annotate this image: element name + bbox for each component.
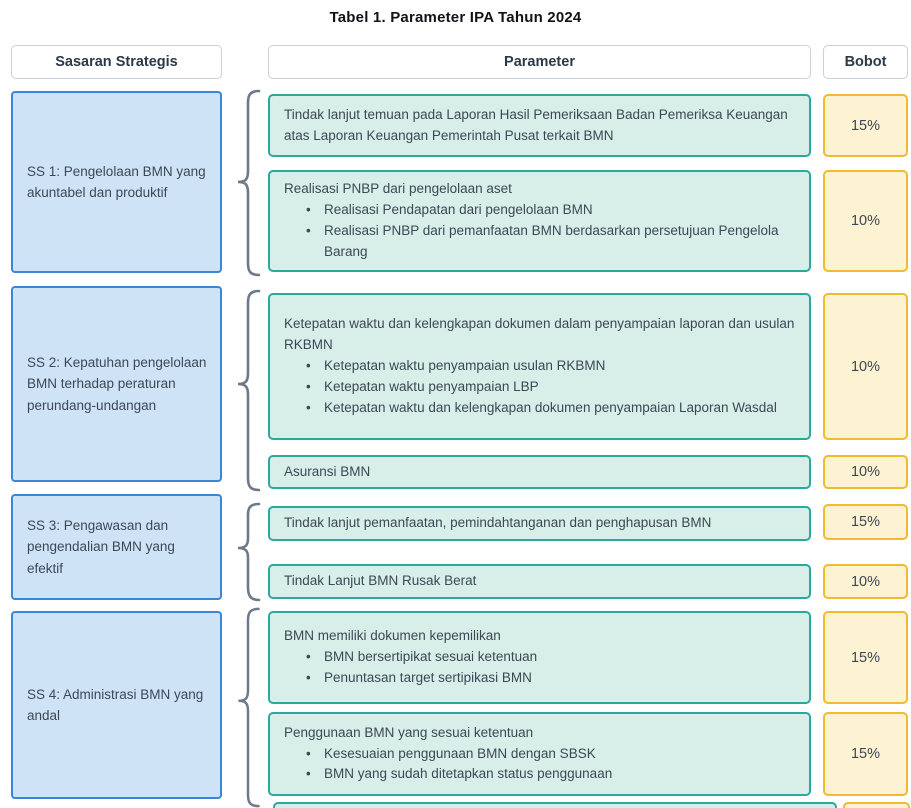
param-box-1 [268, 94, 811, 157]
bullet-item: • Kesesuaian penggunaan BMN dengan SBSK [306, 744, 795, 765]
bullet-icon [306, 398, 324, 419]
ss1-label: SS 1: Pengelolaan BMN yang akuntabel dan produktif [27, 163, 206, 200]
bullet-icon [306, 668, 324, 689]
bobot-badge-7: 15% [823, 611, 908, 704]
bullet-item: • Ketepatan waktu penyampaian LBP [306, 377, 795, 398]
header-parameter: Parameter [268, 45, 811, 79]
bullet-item: • Realisasi Pendapatan dari pengelolaan BMN [306, 200, 795, 221]
bullet-icon [306, 647, 324, 668]
bobot-badge-8: 15% [823, 712, 908, 796]
bobot-badge-3: 10% [823, 293, 908, 440]
param-text: Ketepatan waktu dan kelengkapan dokumen dalam penyampaian laporan dan usulan RKBMN [284, 316, 795, 353]
param-box-8 [268, 712, 811, 796]
bobot-badge-6: 10% [823, 564, 908, 599]
bobot-badge-2: 10% [823, 170, 908, 272]
param-box-2 [268, 170, 811, 272]
param-box-6 [268, 564, 811, 599]
param-bullets [306, 647, 795, 689]
param-bullets [306, 356, 795, 419]
ss3-box [11, 494, 222, 600]
param-text: Asuransi BMN [284, 463, 371, 479]
brace-ss1 [233, 89, 263, 277]
param-text: Tindak lanjut temuan pada Laporan Hasil Pemeriksaan Badan Pemeriksa Keuangan atas Laporan Keuangan Pemerintah Pusat terkait BMN [284, 106, 788, 143]
bobot-badge-1: 15% [823, 94, 908, 157]
figure-title: Tabel 1. Parameter IPA Tahun 2024 [329, 9, 582, 26]
ss2-label: SS 2: Kepatuhan pengelolaan BMN terhadap peraturan perundang-undangan [27, 355, 207, 413]
param-bullets [306, 200, 795, 263]
bullet-item: • Penuntasan target sertipikasi BMN [306, 668, 795, 689]
ss3-label: SS 3: Pengawasan dan pengendalian BMN yang efektif [27, 518, 175, 576]
param-text: Realisasi PNBP dari pengelolaan aset [284, 181, 512, 197]
brace-ss2 [233, 289, 263, 492]
param-box-cutoff [273, 802, 837, 808]
bullet-icon [306, 200, 324, 221]
param-box-4 [268, 455, 811, 489]
ss1-box [11, 91, 222, 273]
bullet-icon [306, 744, 324, 765]
header-sasaran-strategis: Sasaran Strategis [11, 45, 222, 79]
bullet-item: • BMN yang sudah ditetapkan status penggunaan [306, 764, 795, 785]
param-box-7 [268, 611, 811, 704]
bobot-badge-5: 15% [823, 504, 908, 540]
bullet-item: • BMN bersertipikat sesuai ketentuan [306, 647, 795, 668]
param-box-5 [268, 506, 811, 541]
bullet-item: • Realisasi PNBP dari pemanfaatan BMN berdasarkan persetujuan Pengelola Barang [306, 221, 795, 263]
param-text: Tindak Lanjut BMN Rusak Berat [284, 573, 477, 589]
bullet-item: • Ketepatan waktu dan kelengkapan dokumen penyampaian Laporan Wasdal [306, 398, 795, 419]
param-box-3 [268, 293, 811, 440]
ss4-box [11, 611, 222, 799]
param-text: Tindak lanjut pemanfaatan, pemindahtanganan dan penghapusan BMN [284, 515, 712, 531]
param-text: Penggunaan BMN yang sesuai ketentuan [284, 724, 534, 740]
brace-ss3 [233, 502, 263, 602]
ss4-label: SS 4: Administrasi BMN yang andal [27, 686, 204, 723]
ss2-box [11, 286, 222, 482]
header-bobot: Bobot [823, 45, 908, 79]
bullet-icon [306, 221, 324, 263]
bullet-icon [306, 356, 324, 377]
bobot-box-cutoff [843, 802, 910, 808]
bullet-item: • Ketepatan waktu penyampaian usulan RKBMN [306, 356, 795, 377]
bullet-icon [306, 764, 324, 785]
param-bullets [306, 744, 795, 786]
param-text: BMN memiliki dokumen kepemilikan [284, 628, 501, 644]
bullet-icon [306, 377, 324, 398]
brace-ss4 [233, 607, 263, 808]
bobot-badge-4: 10% [823, 455, 908, 489]
